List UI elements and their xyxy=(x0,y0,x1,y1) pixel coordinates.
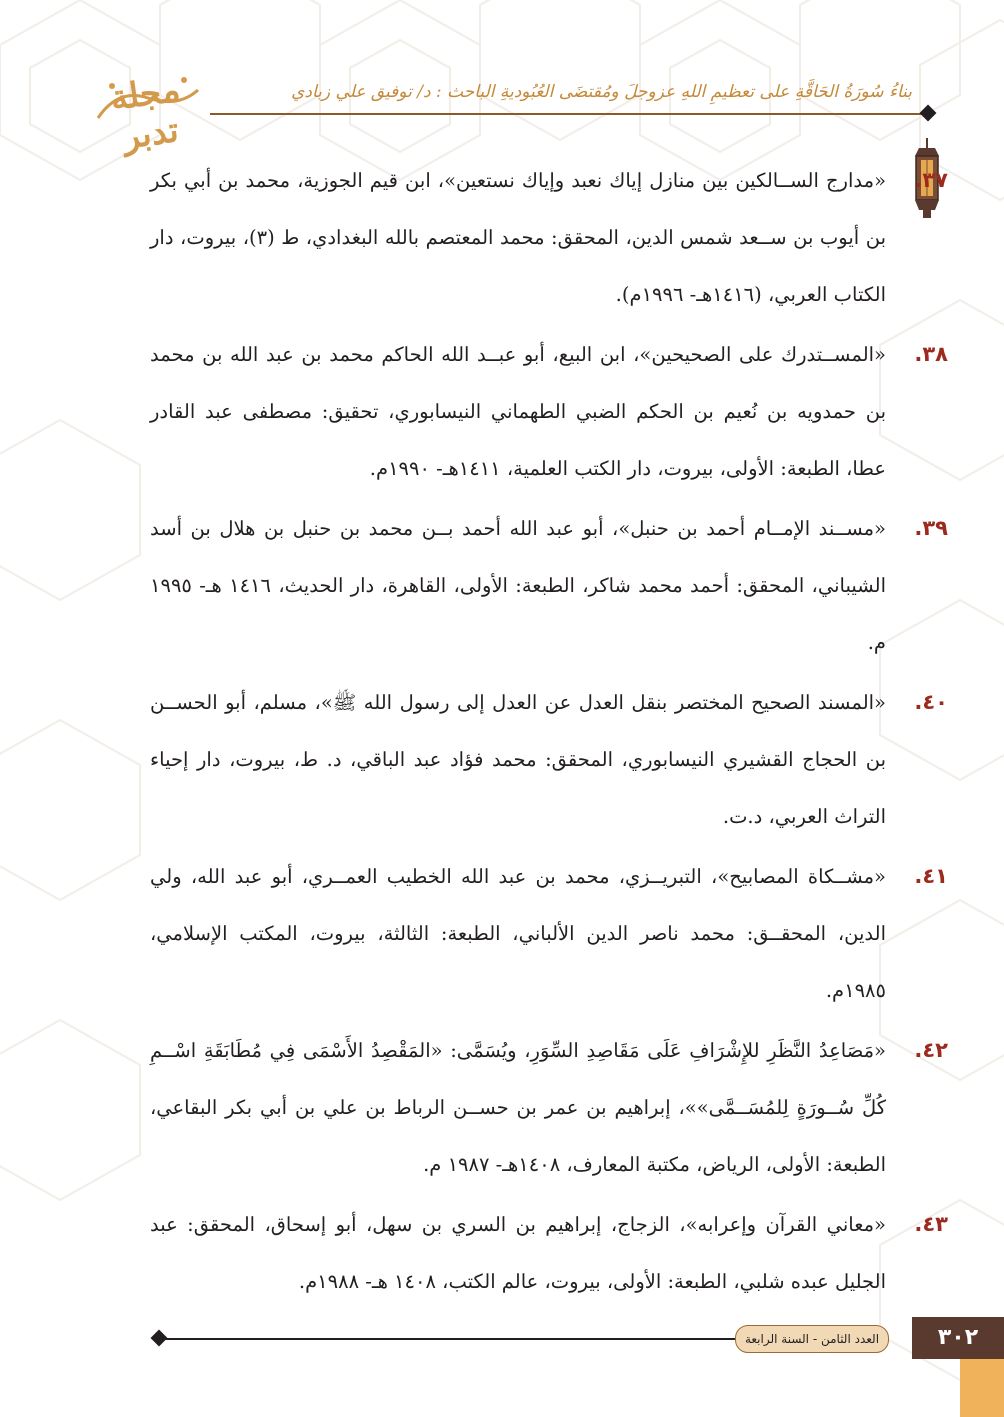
reference-entry xyxy=(150,500,948,671)
page-header xyxy=(0,68,1004,158)
logo-text: مجلة تدبر xyxy=(107,69,183,158)
reference-entry xyxy=(150,152,948,323)
reference-text: «المســتدرك على الصحيحين»، ابن البيع، أبو عبــد الله الحاكم محمد بن عبد الله بن محمد بن حمدويه بن نُعيم بن الحكم الضبي الطهماني النيسابوري، تحقيق: مصطفى عبد القادر عطا، الطبعة: الأولى، بيروت، دار الكتب العلمية، ١٤١١هـ- ١٩٩٠م. xyxy=(150,343,886,480)
reference-number: ٤٣. xyxy=(914,1212,948,1236)
reference-text: «مســند الإمــام أحمد بن حنبل»، أبو عبد الله أحمد بــن محمد بن حنبل بن هلال بن أسد الشيباني، المحقق: أحمد محمد شاكر، الطبعة: الأولى، القاهرة، دار الحديث، ١٤١٦ هـ- ١٩٩٥ م. xyxy=(150,517,886,654)
reference-text: «مدارج الســالكين بين منازل إياك نعبد وإياك نستعين»، ابن قيم الجوزية، محمد بن أبي بكر بن أيوب بن ســعد شمس الدين، المحقق: محمد المعتصم بالله البغدادي، ط (٣)، بيروت، دار الكتاب العربي، (١٤١٦هـ- ١٩٩٦م). xyxy=(150,169,886,306)
running-header-title: بناءُ سُورَةُ الحَاقَّةِ على تعظيمِ اللهِ عزوجلَ ومُقتضَى العُبُوديةِ الباحث : د/ توفيق علي زبادي xyxy=(291,82,912,102)
reference-text: «مشــكاة المصابيح»، التبريــزي، محمد بن عبد الله الخطيب العمــري، أبو عبد الله، ولي الدين، المحقــق: محمد ناصر الدين الألباني، الطبعة: الثالثة، بيروت، المكتب الإسلامي، ١٩٨٥م. xyxy=(150,865,886,1002)
reference-entry xyxy=(150,1196,948,1310)
reference-entry xyxy=(150,674,948,845)
reference-entry xyxy=(150,848,948,1019)
journal-logo xyxy=(88,68,208,158)
reference-number: ٣٩. xyxy=(914,516,948,540)
page-number: ٣٠٢ xyxy=(912,1317,1004,1359)
footer-divider xyxy=(160,1338,735,1340)
reference-entry xyxy=(150,326,948,497)
reference-number: ٤٠. xyxy=(914,690,948,714)
header-divider xyxy=(210,113,930,115)
references-list xyxy=(150,152,948,1313)
reference-entry xyxy=(150,1022,948,1193)
reference-text: «معاني القرآن وإعرابه»، الزجاج، إبراهيم بن السري بن سهل، أبو إسحاق، المحقق: عبد الجليل عبده شلبي، الطبعة: الأولى، بيروت، عالم الكتب، ١٤٠٨ هـ- ١٩٨٨م. xyxy=(150,1213,886,1293)
side-tab xyxy=(960,1359,1004,1417)
header-diamond-icon xyxy=(920,105,937,122)
reference-number: ٣٨. xyxy=(914,342,948,366)
reference-number: ٣٧. xyxy=(914,168,948,192)
reference-number: ٤٢. xyxy=(914,1038,948,1062)
reference-text: «المسند الصحيح المختصر بنقل العدل عن العدل إلى رسول الله ﷺ»، مسلم، أبو الحســن بن الحجاج القشيري النيسابوري، المحقق: محمد فؤاد عبد الباقي، د. ط، بيروت، دار إحياء التراث العربي، د.ت. xyxy=(150,691,886,828)
reference-number: ٤١. xyxy=(914,864,948,888)
reference-text: «مَصَاعِدُ النَّظَرِ للإِشْرَافِ عَلَى مَقَاصِدِ السِّوَرِ، ويُسَمَّى: «المَقْصِدُ الأَسْمَى فِي مُطَابَقَةِ اسْــمِ كُلِّ سُــورَةٍ لِلمُسَــمَّى»»، إبراهيم بن عمر بن حســن الرباط بن علي بن أبي بكر البقاعي، الطبعة: الأولى، الرياض، مكتبة المعارف، ١٤٠٨هـ- ١٩٨٧ م. xyxy=(150,1039,886,1176)
issue-label: العدد الثامن - السنة الرابعة xyxy=(735,1325,889,1353)
